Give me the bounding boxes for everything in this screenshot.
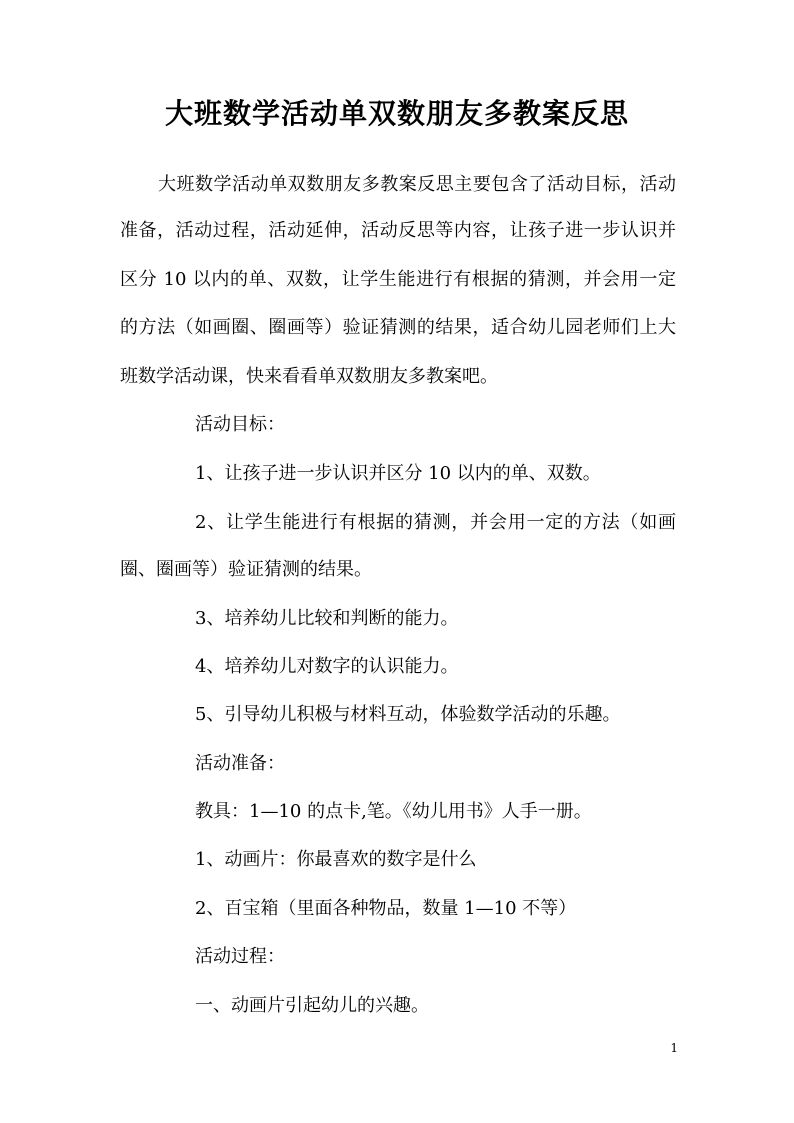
intro-line-1: 大班数学活动单双数朋友多教案反思主要包含了活动目标，活动: [158, 174, 676, 195]
goal-item-5: 5、引导幼儿积极与材料互动，体验数学活动的乐趣。: [195, 704, 621, 725]
goal-item-2-line-1: 2、让学生能进行有根据的猜测，并会用一定的方法（如画: [195, 512, 676, 533]
process-item-1: 一、动画片引起幼儿的兴趣。: [195, 995, 429, 1016]
process-heading: 活动过程：: [195, 946, 285, 967]
intro-line-2: 准备，活动过程，活动延伸，活动反思等内容，让孩子进一步认识并: [120, 220, 676, 241]
prep-item-2: 2、百宝箱（里面各种物品，数量 1—10 不等）: [195, 898, 577, 919]
intro-line-3: 区分 10 以内的单、双数，让学生能进行有根据的猜测，并会用一定: [120, 269, 676, 290]
goal-item-2-line-2: 圈、圈画等）验证猜测的结果。: [120, 559, 372, 580]
intro-line-5: 班数学活动课，快来看看单双数朋友多教案吧。: [120, 366, 498, 387]
intro-line-4: 的方法（如画圈、圈画等）验证猜测的结果，适合幼儿园老师们上大: [120, 317, 676, 338]
prep-item-1: 1、动画片：你最喜欢的数字是什么: [195, 849, 477, 870]
page-number: 1: [670, 1041, 678, 1055]
document-title: 大班数学活动单双数朋友多教案反思: [164, 97, 629, 130]
prep-heading: 活动准备：: [195, 753, 285, 774]
goal-item-4: 4、培养幼儿对数字的认识能力。: [195, 656, 459, 677]
prep-tools: 教具：1—10 的点卡,笔。《幼儿用书》人手一册。: [195, 801, 592, 822]
goals-heading: 活动目标：: [195, 414, 285, 435]
goal-item-1: 1、让孩子进一步认识并区分 10 以内的单、双数。: [195, 463, 601, 484]
goal-item-3: 3、培养幼儿比较和判断的能力。: [195, 608, 459, 629]
